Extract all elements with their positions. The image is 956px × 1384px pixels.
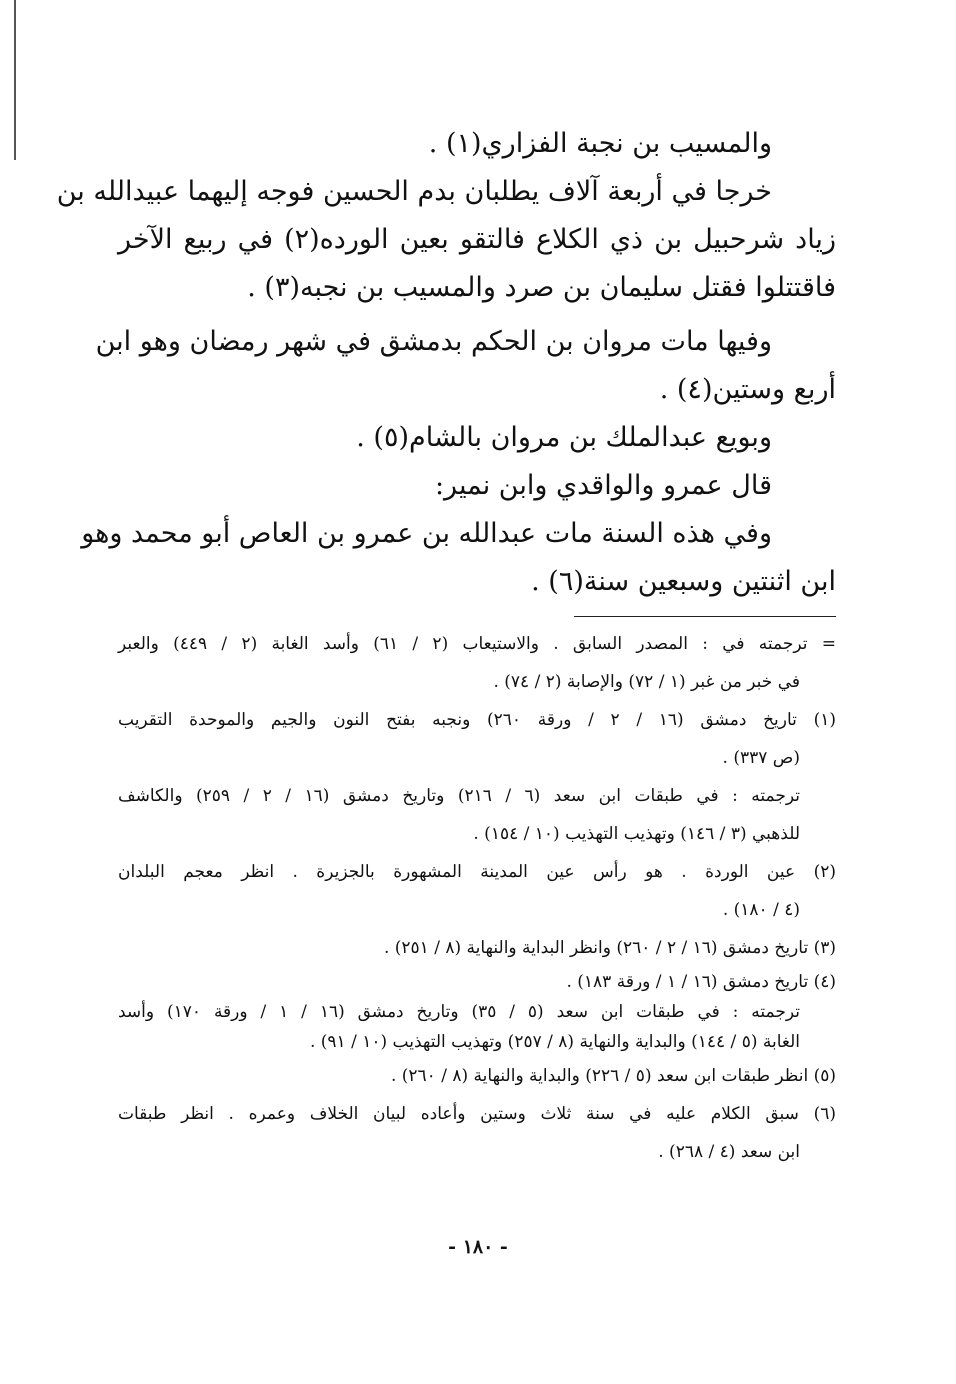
footnote-line: = ترجمته في : المصدر السابق . والاستيعاب (٢ / ٦١) وأسد الغابة (٢ / ٤٤٩) والعبر — [118, 634, 836, 654]
footnote-line: في خبر من غبر (١ / ٧٢) والإصابة (٢ / ٧٤) . — [493, 672, 800, 692]
footnote-line: (٤ / ١٨٠) . — [722, 900, 800, 920]
footnote-line: للذهبي (٣ / ١٤٦) وتهذيب التهذيب (١٠ / ١٥٤) . — [473, 824, 800, 844]
footnote-separator-rule — [574, 616, 836, 617]
main-text-line: وفيها مات مروان بن الحكم بدمشق في شهر رمضان وهو ابن — [95, 326, 772, 357]
footnote-line: ابن سعد (٤ / ٢٦٨) . — [658, 1142, 800, 1162]
scan-edge-line — [14, 0, 16, 160]
footnote-line: (ص ٣٣٧) . — [722, 748, 800, 768]
footnotes-section — [118, 616, 836, 1171]
main-text-line: وبويع عبدالملك بن مروان بالشام(٥) . — [356, 422, 772, 453]
footnote-line: (٦) سبق الكلام عليه في سنة ثلاث وستين وأعاده لبيان الخلاف وعمره . انظر طبقات — [118, 1104, 836, 1124]
main-text-line: أربع وستين(٤) . — [659, 374, 836, 405]
main-text-line: زياد شرحبيل بن ذي الكلاع فالتقو بعين الورده(٢) في ربيع الآخر — [118, 224, 836, 255]
footnote-line: الغابة (٥ / ١٤٤) والبداية والنهاية (٨ / ٢٥٧) وتهذيب التهذيب (١٠ / ٩١) . — [309, 1032, 800, 1052]
main-text — [56, 120, 836, 606]
footnote-line: (٢) عين الوردة . هو رأس عين المدينة المشهورة بالجزيرة . انظر معجم البلدان — [118, 862, 836, 882]
footnote-line: (١) تاريخ دمشق (١٦ / ٢ / ورقة ٢٦٠) ونجبه بفتح النون والجيم والموحدة التقريب — [118, 710, 836, 730]
footnote-line: (٤) تاريخ دمشق (١٦ / ١ / ورقة ١٨٣) . — [566, 972, 836, 992]
main-text-line: والمسيب بن نجبة الفزاري(١) . — [428, 128, 772, 159]
main-text-line: ابن اثنتين وسبعين سنة(٦) . — [531, 566, 836, 597]
footnote-line: ترجمته : في طبقات ابن سعد (٦ / ٢١٦) وتاريخ دمشق (١٦ / ٢ / ٢٥٩) والكاشف — [118, 786, 800, 806]
footnote-line: (٥) انظر طبقات ابن سعد (٥ / ٢٢٦) والبداية والنهاية (٨ / ٢٦٠) . — [390, 1066, 836, 1086]
main-text-line: خرجا في أربعة آلاف يطلبان بدم الحسين فوجه إليهما عبيدالله بن — [56, 176, 772, 207]
main-text-line: قال عمرو والواقدي وابن نمير: — [434, 470, 772, 501]
footnote-line: ترجمته : في طبقات ابن سعد (٥ / ٣٥) وتاريخ دمشق (١٦ / ١ / ورقة ١٧٠) وأسد — [118, 1002, 800, 1022]
book-page — [56, 120, 836, 1300]
footnote-line: (٣) تاريخ دمشق (١٦ / ٢ / ٢٦٠) وانظر البداية والنهاية (٨ / ٢٥١) . — [383, 938, 836, 958]
main-text-line: فاقتتلوا فقتل سليمان بن صرد والمسيب بن نجبه(٣) . — [247, 272, 836, 303]
main-text-line: وفي هذه السنة مات عبدالله بن عمرو بن العاص أبو محمد وهو — [81, 518, 772, 549]
page-number: - ١٨٠ - — [448, 1236, 508, 1258]
